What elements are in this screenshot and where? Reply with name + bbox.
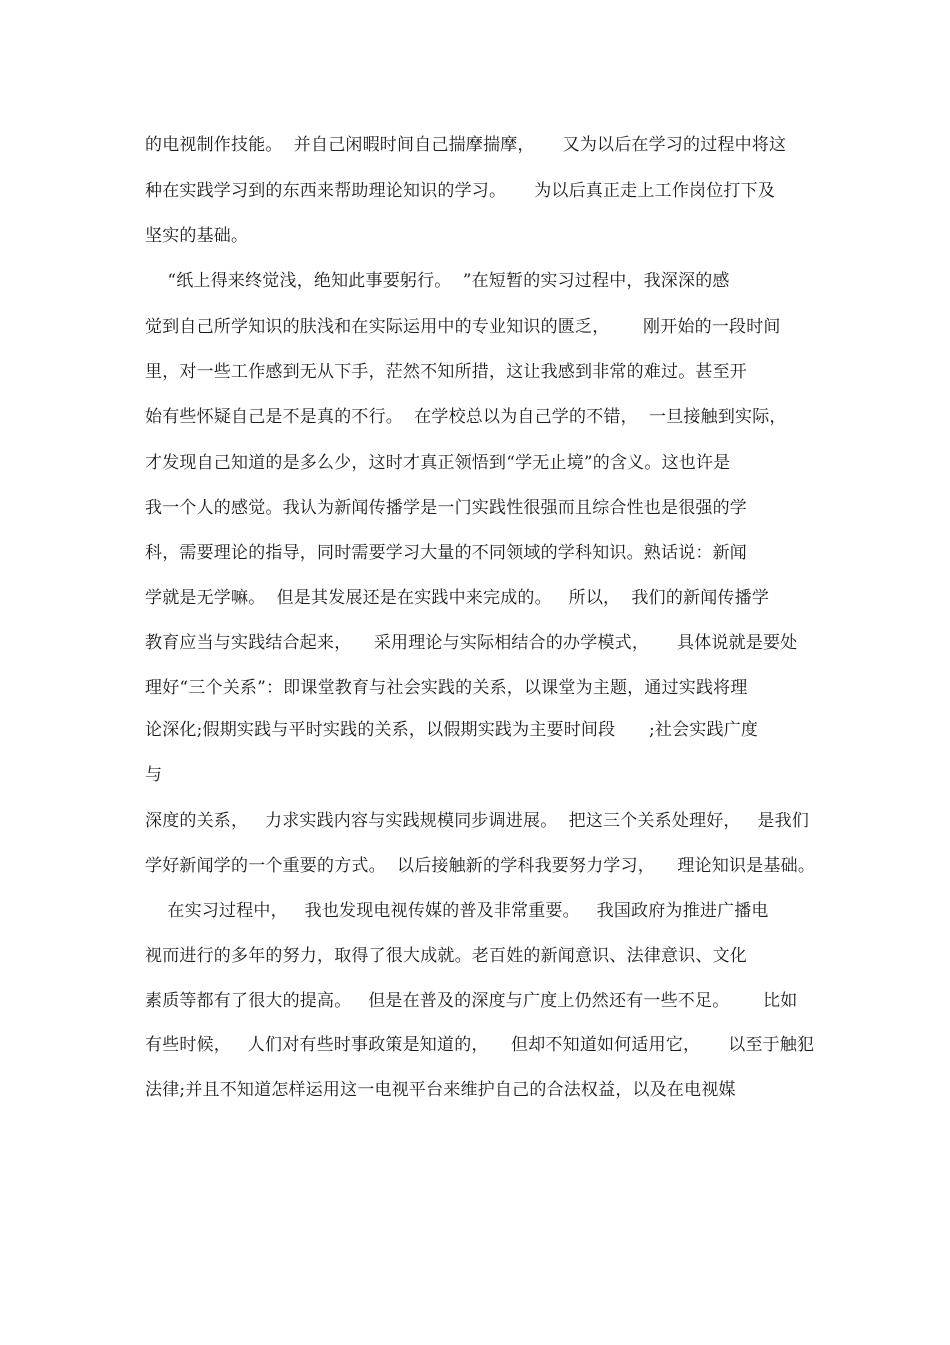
text-line: 视而进行的多年的努力，取得了很大成就。老百姓的新闻意识、法律意识、文化 — [145, 946, 747, 966]
text-line: 里，对一些工作感到无从下手，茫然不知所措，这让我感到非常的难过。甚至开 — [145, 362, 747, 382]
text-line: 素质等都有了很大的提高。 但是在普及的深度与广度上仍然还有一些不足。 比如 — [145, 991, 798, 1011]
text-line: 始有些怀疑自己是不是真的不行。 在学校总以为自己学的不错， 一旦接触到实际， — [145, 407, 787, 427]
text-line: 的电视制作技能。 并自己闲暇时间自己揣摩揣摩， 又为以后在学习的过程中将这 — [145, 135, 787, 155]
text-line: 坚实的基础。 — [145, 226, 249, 246]
text-line: 才发现自己知道的是多么少，这时才真正领悟到“学无止境”的含义。这也许是 — [145, 453, 731, 473]
text-line: 学好新闻学的一个重要的方式。 以后接触新的学科我要努力学习， 理论知识是基础。 — [145, 856, 816, 876]
text-line: 有些时候， 人们对有些时事政策是知道的， 但却不知道如何适用它， 以至于触犯 — [145, 1035, 815, 1055]
text-line: 深度的关系， 力求实践内容与实践规模同步调进展。 把这三个关系处理好， 是我们 — [145, 811, 810, 831]
text-line: 与 — [145, 765, 163, 785]
text-line: 论深化;假期实践与平时实践的关系，以假期实践为主要时间段 ;社会实践广度 — [145, 720, 759, 740]
text-line: “纸上得来终觉浅，绝知此事要躬行。 ”在短暂的实习过程中，我深深的感 — [145, 271, 730, 291]
text-line: 种在实践学习到的东西来帮助理论知识的学习。 为以后真正走上工作岗位打下及 — [145, 181, 776, 201]
text-line: 理好“三个关系”：即课堂教育与社会实践的关系，以课堂为主题，通过实践将理 — [145, 678, 748, 698]
text-line: 科，需要理论的指导，同时需要学习大量的不同领域的学科知识。熟话说：新闻 — [145, 543, 747, 563]
text-line: 我一个人的感觉。我认为新闻传播学是一门实践性很强而且综合性也是很强的学 — [145, 498, 747, 518]
text-line: 觉到自己所学知识的肤浅和在实际运用中的专业知识的匮乏， 刚开始的一段时间 — [145, 317, 781, 337]
text-line: 教育应当与实践结合起来， 采用理论与实际相结合的办学模式， 具体说就是要处 — [145, 633, 798, 653]
text-line: 在实习过程中， 我也发现电视传媒的普及非常重要。 我国政府为推进广播电 — [145, 901, 769, 921]
text-line: 学就是无学嘛。 但是其发展还是在实践中来完成的。 所以， 我们的新闻传播学 — [145, 588, 770, 608]
text-line: 法律;并且不知道怎样运用这一电视平台来维护自己的合法权益，以及在电视媒 — [145, 1080, 736, 1100]
